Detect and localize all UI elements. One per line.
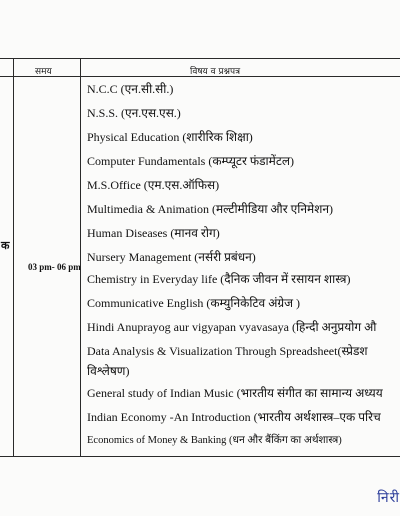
column-divider-right: [80, 58, 81, 456]
time-slot: 03 pm- 06 pm: [28, 262, 81, 272]
subject-item: Hindi Anuprayog aur vigyapan vyavasaya (हिन्दी अनुप्रयोग औ: [87, 320, 377, 334]
subject-item: Indian Economy -An Introduction (भारतीय अर्थशास्त्र–एक परिच: [87, 410, 381, 424]
inspector-signature-text: निरी: [377, 490, 400, 506]
subject-item: Human Diseases (मानव रोग): [87, 226, 220, 240]
subject-item: Chemistry in Everyday life (दैनिक जीवन में रसायन शास्त्र): [87, 272, 351, 286]
subject-item: Economics of Money & Banking (धन और बैंकिंग का अर्थशास्त्र): [87, 435, 342, 446]
subject-item: N.S.S. (एन.एस.एस.): [87, 106, 181, 120]
subject-item: Multimedia & Animation (मल्टीमीडिया और एनिमेशन): [87, 202, 334, 216]
table-top-border: [0, 58, 400, 59]
subject-item: M.S.Office (एम.एस.ऑफिस): [87, 178, 220, 192]
subject-column-header: विषय व प्रश्नपत्र: [190, 67, 241, 77]
subject-item: Nursery Management (नर्सरी प्रबंधन): [87, 250, 256, 264]
subject-item: General study of Indian Music (भारतीय संगीत का सामान्य अध्यय: [87, 386, 383, 400]
subject-item: Physical Education (शारीरिक शिक्षा): [87, 130, 253, 144]
subject-item: Communicative English (कम्युनिकेटिव अंग्रेज ): [87, 296, 301, 310]
column-divider-left: [13, 58, 14, 456]
time-column-header: समय: [35, 67, 52, 77]
subject-item: Computer Fundamentals (कम्प्यूटर फंडामेंटल): [87, 154, 295, 168]
subject-item: Data Analysis & Visualization Through Spreadsheet(स्प्रेडश: [87, 344, 368, 358]
left-column-fragment: क: [1, 240, 10, 252]
subject-list: [87, 78, 400, 460]
subject-item: N.C.C (एन.सी.सी.): [87, 82, 174, 96]
subject-item-continuation: विश्लेषण): [87, 364, 130, 378]
